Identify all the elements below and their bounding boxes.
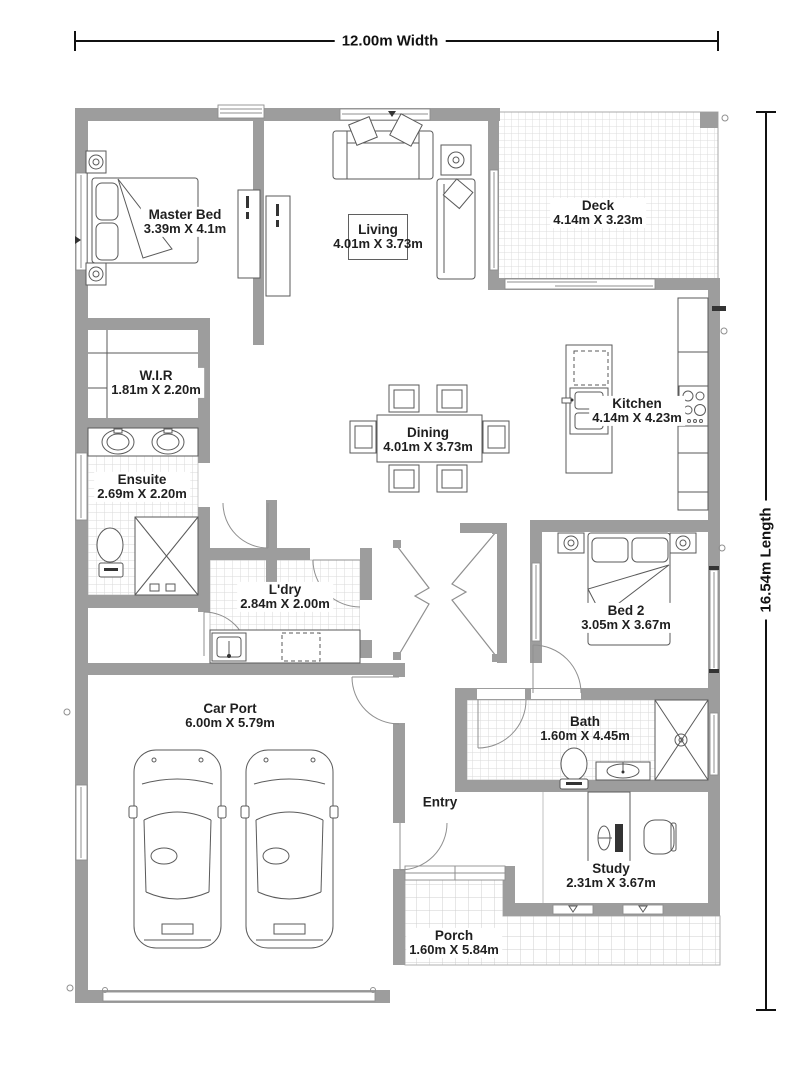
toilet-icon <box>560 748 588 789</box>
shower-icon <box>655 700 708 780</box>
room-name: L'dry <box>268 581 302 597</box>
window <box>340 109 430 120</box>
room-label-porch <box>406 928 502 958</box>
room-size: 1.60m X 5.84m <box>409 942 499 958</box>
window <box>75 173 87 270</box>
chair-icon <box>483 421 509 453</box>
chair-icon <box>389 385 419 412</box>
length-dimension-label: 16.54m Length <box>758 500 775 619</box>
room-name: Living <box>358 221 398 237</box>
window <box>553 905 593 914</box>
window <box>218 105 264 118</box>
chair-icon <box>389 465 419 492</box>
chair-icon <box>437 465 467 492</box>
laundry-sink-icon <box>212 633 246 661</box>
bifold-door-icon <box>452 526 500 662</box>
window <box>76 453 87 520</box>
entry-threshold <box>405 866 505 880</box>
room-size: 2.31m X 3.67m <box>566 875 656 891</box>
office-chair-icon <box>644 820 676 854</box>
room-name: W.I.R <box>139 367 173 383</box>
width-dimension-label: 12.00m Width <box>335 33 446 50</box>
washing-machine-icon <box>282 633 320 661</box>
room-name: Porch <box>434 927 474 943</box>
door-arc <box>400 823 447 870</box>
room-name: Ensuite <box>117 471 167 487</box>
room-name: Dining <box>407 424 449 440</box>
room-label-study <box>563 861 659 891</box>
room-label-wir <box>108 368 204 398</box>
toilet-icon <box>97 528 123 577</box>
window <box>76 785 87 860</box>
sliding-door <box>505 279 655 289</box>
vanity-icon <box>596 762 650 780</box>
room-label-bath <box>537 714 633 744</box>
door-arc <box>223 503 268 548</box>
room-name: Bath <box>570 713 600 729</box>
room-label-master-bed <box>141 207 229 237</box>
sofa-icon <box>333 131 433 179</box>
room-label-dining <box>380 425 476 455</box>
bifold-door-icon <box>393 540 429 660</box>
room-name: Kitchen <box>612 395 662 411</box>
room-label-kitchen <box>589 396 685 426</box>
room-name: Car Port <box>203 700 257 716</box>
room-name: Deck <box>581 197 615 213</box>
room-name: Study <box>592 860 630 876</box>
room-label-bed2 <box>578 603 674 633</box>
room-name: Master Bed <box>148 206 222 222</box>
carport-group <box>129 750 338 948</box>
window <box>709 566 719 673</box>
room-size: 2.69m X 2.20m <box>97 486 187 502</box>
shower-icon <box>135 517 198 595</box>
room-size: 1.60m X 4.45m <box>540 728 630 744</box>
room-label-deck <box>550 198 646 228</box>
window <box>490 170 498 270</box>
room-size: 6.00m X 5.79m <box>185 715 275 731</box>
room-label-ldry <box>237 582 333 612</box>
room-size: 4.14m X 4.23m <box>592 410 682 426</box>
side-table-icon <box>441 145 471 175</box>
window <box>623 905 663 914</box>
room-size: 4.01m X 3.73m <box>383 439 473 455</box>
sliding-door <box>532 563 540 641</box>
chair-icon <box>350 421 376 453</box>
chair-icon <box>437 385 467 412</box>
room-name: Entry <box>422 794 458 810</box>
room-label-ensuite <box>94 472 190 502</box>
room-size: 4.01m X 3.73m <box>333 236 423 252</box>
room-size: 2.84m X 2.00m <box>240 596 330 612</box>
room-size: 3.39m X 4.1m <box>143 221 227 237</box>
room-size: 4.14m X 3.23m <box>553 212 643 228</box>
window <box>710 713 718 775</box>
room-size: 3.05m X 3.67m <box>581 617 671 633</box>
door-arc <box>352 677 399 724</box>
room-label-living <box>333 214 423 260</box>
laundry-group <box>210 630 360 663</box>
room-size: 1.81m X 2.20m <box>111 382 201 398</box>
room-label-car-port <box>182 701 278 731</box>
room-label-entry <box>420 794 461 809</box>
garage-opening <box>103 988 376 1002</box>
room-name: Bed 2 <box>607 602 645 618</box>
